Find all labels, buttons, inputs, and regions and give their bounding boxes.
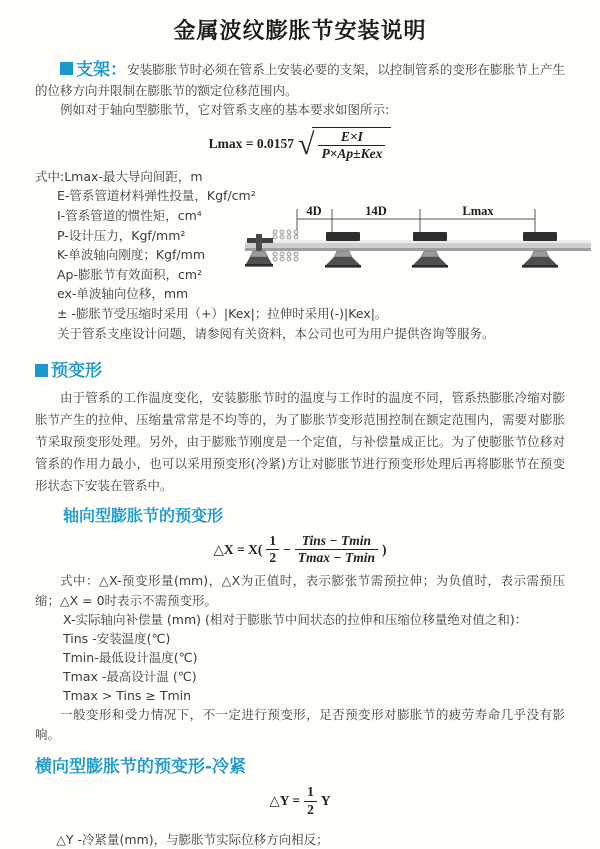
half-numerator: 1 — [307, 784, 314, 800]
half-denominator: 2 — [304, 801, 317, 818]
delta-x-formula — [35, 533, 565, 566]
predeform-intro-text: 由于管系的工作温度变化，安装膨胀节时的温度与工作时的温度不同，管系热膨胀冷缩对膨胀节产生的拉伸、压缩量常常是不均等的，为了膨胀节变形范围控制在额定范围内，需要对膨胀节采取预变形处理。另外，由于膨账节刚度是一个定值，与补偿量成正比。为了使膨胀节位移对管系的作用力最小，也可以采用预变形(冷紧)方让对膨胀节进行预变形处理后再将膨胀节在预变形状态下安装在管系中。 — [35, 390, 565, 494]
delta-x-explain-text: 式中：△X-预变形量(mm)，△X为正值时，表示膨张节需预拉伸；为负值时，表示需预压缩；△X = 0时表示不需预变形。 — [35, 573, 565, 608]
support-example-text: 例如对于轴向型膨胀节，它对管系支座的基本要求如图所示: — [60, 102, 390, 117]
temp-denominator: Tmax − Tmin — [295, 549, 378, 566]
note-line: Tmax > Tins ≥ Tmin — [63, 688, 192, 704]
minus-sign: − — [283, 541, 291, 557]
variable-line: P-设计压力，Kgf/mm² — [57, 227, 186, 243]
support-intro-text: 安装膨胀节时必须在管系上安装必要的支架，以控制管系的变形在膨胀节上产生的位移方向并限制在膨胀节的额定位移范围内。 — [35, 62, 565, 98]
half-fraction — [266, 533, 279, 566]
half-denominator: 2 — [266, 549, 279, 566]
axial-predeform-heading: 轴向型膨胀节的预变形 — [63, 506, 224, 526]
note-line: X-实际轴向补偿量 (mm) (相对于膨胀节中间状态的拉伸和压缩位移量绝对值之和)： — [63, 612, 528, 628]
dim-label-lmax: Lmax — [462, 203, 494, 218]
variable-line: K-单波轴向刚度；Kgf/mm — [57, 247, 205, 263]
delta-y-lhs: △Y = — [269, 793, 301, 809]
pipe-support-diagram — [245, 201, 597, 273]
radical-group — [298, 127, 391, 162]
temperature-fraction — [295, 533, 378, 566]
note-line: Tins -安装温度(℃) — [63, 631, 171, 647]
half-numerator: 1 — [269, 533, 277, 549]
variable-line: E-管系管道材料弹性投量，Kgf/cm² — [57, 188, 256, 204]
pipe — [245, 240, 591, 251]
variable-line: 式中:Lmax-最大导向间距，m — [35, 168, 203, 184]
document-page — [0, 14, 600, 849]
service-note-text: 关于管系支座设计问题，请参阅有关资料，本公司也可为用户提供咨询等服务。 — [57, 325, 495, 341]
lmax-numerator: E×I — [340, 128, 363, 144]
variables-and-diagram — [35, 167, 565, 304]
dim-label-14d: 14D — [365, 203, 387, 218]
section-support-heading: 支架： — [76, 60, 128, 80]
radicand — [312, 127, 391, 162]
lmax-fraction — [318, 129, 385, 162]
variable-line: ex-单波轴向位移，mm — [57, 286, 189, 302]
note-line: Tmin-最低设计温度(℃) — [63, 650, 198, 666]
section-predeform-heading — [35, 356, 565, 381]
lmax-denominator: P×Ap±Kex — [318, 145, 385, 162]
lmax-formula-lhs: Lmax = 0.0157 — [208, 136, 294, 152]
dim-label-4d: 4D — [306, 203, 322, 218]
radical-sign-icon: √ — [298, 127, 315, 161]
right-paren: ) — [381, 541, 387, 557]
support-intro-paragraph — [35, 60, 565, 100]
variable-line: Ap-膨胀节有效面积，cm² — [57, 266, 203, 282]
page-title: 金属波纹膨胀节安装说明 — [173, 19, 427, 44]
lateral-predeform-heading: 横向型膨胀节的预变形-冷紧 — [35, 757, 247, 778]
sign-note-text: ± -膨胀节受压缩时采用（+）|Kex|；拉伸时采用(-)|Kex|。 — [57, 306, 388, 322]
section-marker-icon — [60, 62, 73, 75]
variable-line: I-管系管道的惯性矩，cm⁴ — [57, 208, 202, 224]
lmax-formula — [35, 127, 565, 162]
delta-y-rhs: Y — [320, 793, 331, 809]
predeform-heading-text: 预变形 — [51, 361, 102, 382]
delta-y-formula — [35, 784, 565, 817]
delta-x-lhs: △X = X( — [213, 541, 263, 557]
delta-y-note-text: △Y -冷紧量(mm)，与膨胀节实际位移方向相反； — [56, 831, 329, 847]
half-fraction — [304, 784, 317, 817]
note-line: Tmax -最高设计温 (℃) — [63, 669, 197, 685]
predeform-closing-text: 一般变形和受力情况下，不一定进行预变形，足否预变形对膨胀节的疲劳寿命几乎没有影响。 — [35, 707, 565, 742]
section-marker-icon — [35, 364, 48, 377]
temp-numerator: Tins − Tmin — [301, 533, 371, 549]
